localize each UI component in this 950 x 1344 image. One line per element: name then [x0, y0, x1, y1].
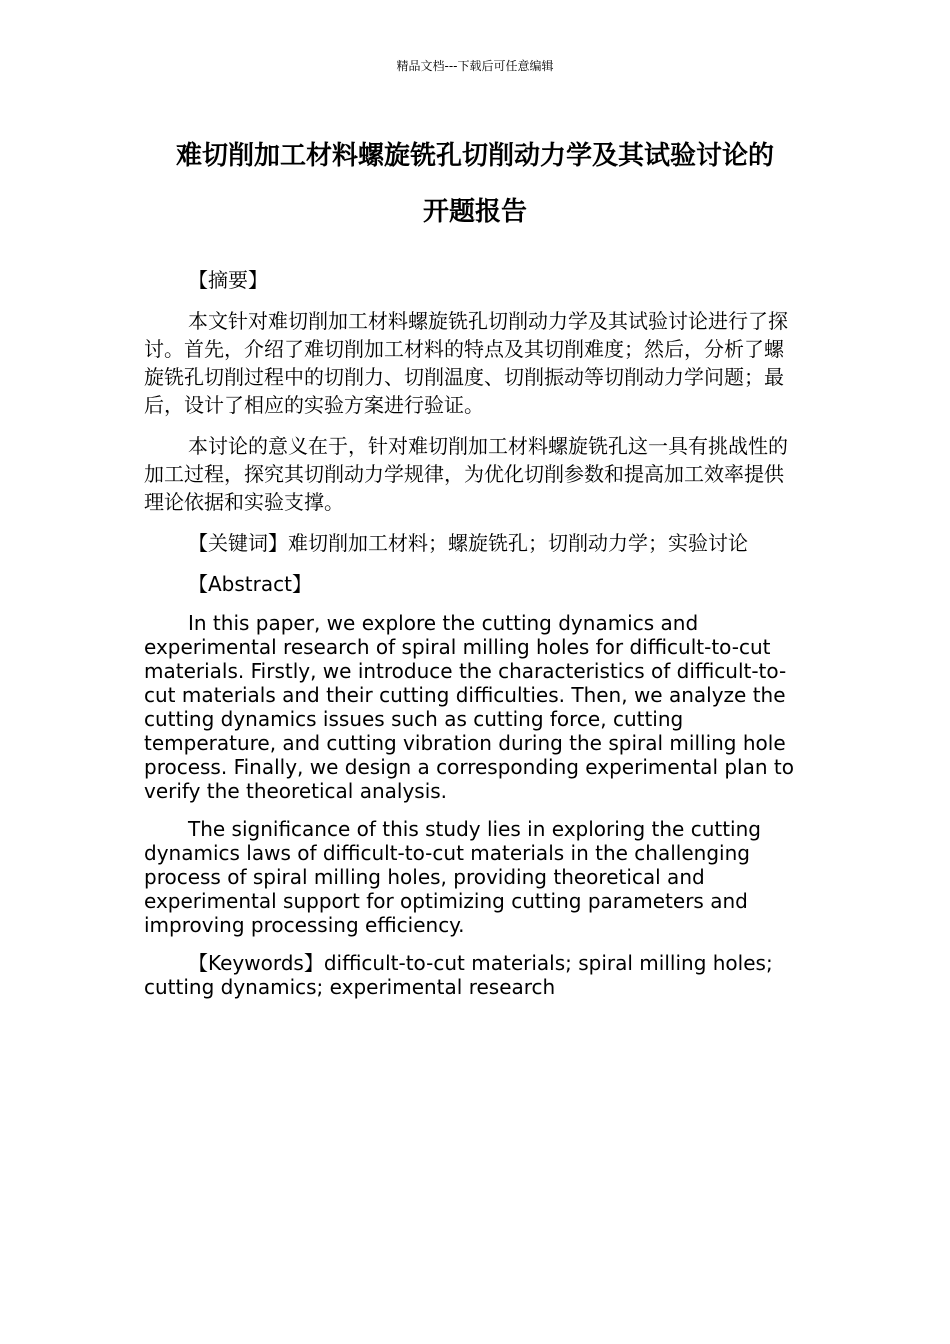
- keywords-zh: 【关键词】难切削加工材料；螺旋铣孔；切削动力学；实验讨论: [188, 531, 748, 555]
- document-body: [144, 266, 800, 999]
- keywords-en: 【Keywords】difficult-to-cut materials; spiral milling holes; cutting dynamics; experimental research: [144, 951, 773, 999]
- document-title: [120, 128, 830, 240]
- abstract-zh-paragraph-2: 本讨论的意义在于，针对难切削加工材料螺旋铣孔这一具有挑战性的加工过程，探究其切削动力学规律，为优化切削参数和提高加工效率提供理论依据和实验支撑。: [144, 434, 788, 514]
- title-line-1: 难切削加工材料螺旋铣孔切削动力学及其试验讨论的: [175, 141, 774, 171]
- abstract-en-paragraph-2: The significance of this study lies in exploring the cutting dynamics laws of difficult-to-cut materials in the challenging process of spiral milling holes, providing theoretical and experimental support for optimizing cutting parameters and improving processing efficiency.: [144, 817, 761, 937]
- abstract-zh-heading: 【摘要】: [188, 268, 268, 292]
- abstract-en-heading: 【Abstract】: [188, 572, 312, 596]
- title-line-2: 开题报告: [422, 197, 527, 227]
- header-note: 精品文档---下载后可任意编辑: [396, 59, 554, 73]
- abstract-en-paragraph-1: In this paper, we explore the cutting dynamics and experimental research of spiral milling holes for difficult-to-cut materials. Firstly, we introduce the characteristics of difficult-to-cut materials and their cutting difficulties. Then, we analyze the cutting dynamics issues such as cutting force, cutting temperature, and cutting vibration during the spiral milling hole process. Finally, we design a corresponding experimental plan to verify the theoretical analysis.: [144, 611, 794, 803]
- abstract-zh-paragraph-1: 本文针对难切削加工材料螺旋铣孔切削动力学及其试验讨论进行了探讨。首先，介绍了难切削加工材料的特点及其切削难度；然后，分析了螺旋铣孔切削过程中的切削力、切削温度、切削振动等切削动力学问题；最后，设计了相应的实验方案进行验证。: [144, 309, 788, 417]
